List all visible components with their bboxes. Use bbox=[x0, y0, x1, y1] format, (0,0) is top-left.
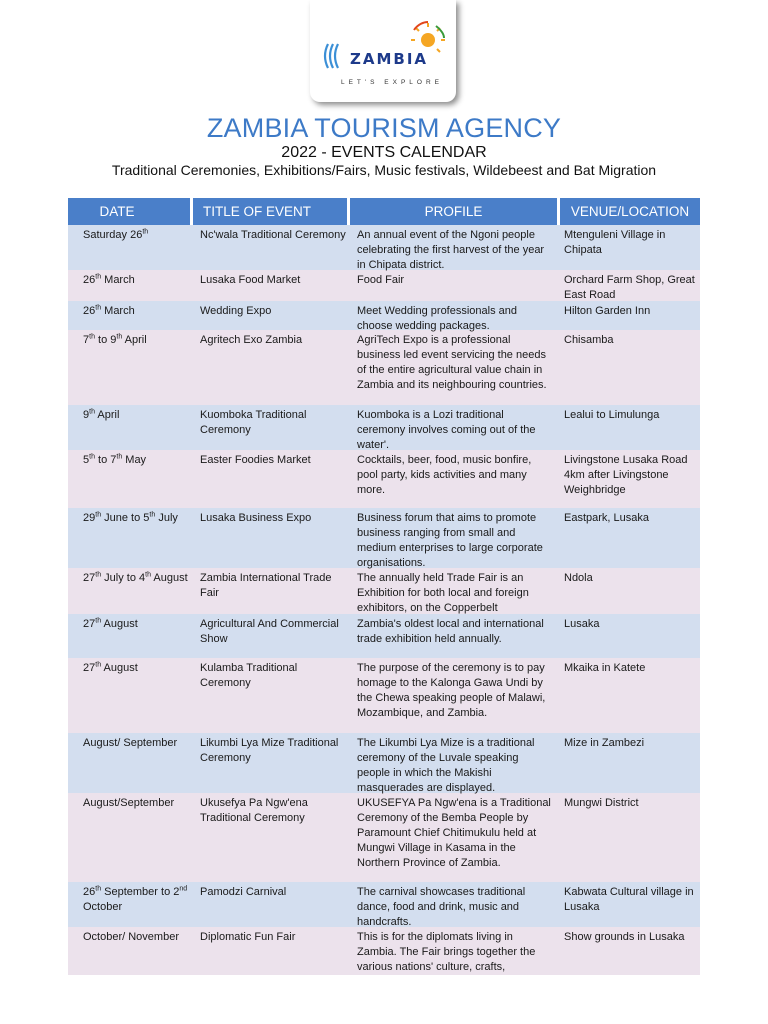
event-date-part: August bbox=[101, 618, 138, 630]
event-profile: The purpose of the ceremony is to pay homage to the Kalonga Gawa Undi by the Chewa speaking people of Malawi, Mozambique, and Zambia. bbox=[357, 662, 546, 719]
event-profile: Business forum that aims to promote business ranging from small and medium enterprises to large corporate organisations. bbox=[357, 512, 543, 569]
event-title: Ukusefya Pa Ngw'ena Traditional Ceremony bbox=[200, 797, 308, 824]
event-date-part: April bbox=[122, 334, 147, 346]
event-date-part: July bbox=[155, 512, 178, 524]
event-date-part: March bbox=[101, 305, 135, 317]
event-title: Pamodzi Carnival bbox=[200, 886, 287, 898]
event-date-part: th bbox=[142, 228, 149, 236]
sun-icon bbox=[411, 22, 445, 52]
table-row bbox=[68, 733, 700, 793]
event-date bbox=[68, 733, 190, 793]
logo-tagline: LET'S EXPLORE bbox=[340, 79, 443, 86]
table-body bbox=[68, 225, 700, 975]
event-venue: Kabwata Cultural village in Lusaka bbox=[564, 886, 694, 913]
event-profile: Zambia's oldest local and international trade exhibition held annually. bbox=[357, 618, 544, 645]
event-date-part: 27 bbox=[83, 618, 96, 630]
event-date-part: th bbox=[95, 304, 102, 312]
event-date-part: 26 bbox=[83, 305, 96, 317]
event-date-part: August bbox=[150, 572, 188, 584]
calendar-subtitle: 2022 - EVENTS CALENDAR bbox=[281, 144, 487, 161]
event-date-part: May bbox=[122, 454, 147, 466]
event-date-part: th bbox=[95, 273, 102, 281]
event-date-part: to 9 bbox=[94, 334, 117, 346]
table-row bbox=[68, 405, 700, 450]
event-date-part: 27 bbox=[83, 572, 96, 584]
event-venue: Mungwi District bbox=[564, 797, 639, 809]
event-date-part: th bbox=[89, 333, 95, 341]
event-date-part: to 7 bbox=[94, 454, 117, 466]
event-title: Kuomboka Traditional Ceremony bbox=[200, 409, 307, 436]
event-venue: Show grounds in Lusaka bbox=[564, 931, 685, 943]
event-date-part: th bbox=[95, 885, 102, 893]
event-profile: The Likumbi Lya Mize is a traditional ceremony of the Luvale speaking people in which the Makishi masquerades are displayed. bbox=[357, 737, 535, 794]
event-date bbox=[68, 658, 190, 733]
table-row bbox=[68, 927, 700, 975]
event-profile: UKUSEFYA Pa Ngw'ena is a Traditional Ceremony of the Bemba People by Paramount Chief Chitimukulu held at Mungwi Village in Kasama in the Northern Province of Zambia. bbox=[357, 797, 551, 869]
event-venue: Orchard Farm Shop, Great East Road bbox=[564, 274, 695, 301]
event-date-part: October/ November bbox=[83, 931, 179, 943]
event-date-part: August bbox=[101, 662, 138, 674]
event-profile: This is for the diplomats living in Zambia. The Fair brings together the various nations' culture, crafts, bbox=[357, 931, 536, 973]
event-date-part: th bbox=[89, 453, 95, 461]
calendar-description: Traditional Ceremonies, Exhibitions/Fairs, Music festivals, Wildebeest and Bat Migration bbox=[111, 162, 657, 178]
event-venue: Mtenguleni Village in Chipata bbox=[564, 229, 666, 256]
event-venue: Hilton Garden Inn bbox=[564, 305, 651, 317]
event-date bbox=[68, 330, 190, 405]
table-row bbox=[68, 568, 700, 614]
event-date-part: th bbox=[89, 408, 95, 416]
table-row bbox=[68, 508, 700, 568]
event-date-part: October bbox=[83, 901, 123, 913]
event-title: Likumbi Lya Mize Traditional Ceremony bbox=[200, 737, 339, 764]
event-title: Nc'wala Traditional Ceremony bbox=[200, 229, 346, 241]
event-date-part: July to 4 bbox=[101, 572, 146, 584]
event-date-part: August/September bbox=[83, 797, 175, 809]
event-profile: Cocktails, beer, food, music bonfire, pool party, kids activities and many more. bbox=[357, 454, 532, 496]
event-date bbox=[68, 882, 190, 927]
table-row bbox=[68, 882, 700, 927]
event-date-part: nd bbox=[179, 885, 188, 893]
event-date bbox=[68, 927, 190, 975]
column-header-profile: PROFILE bbox=[350, 198, 557, 225]
event-date-part: 29 bbox=[83, 512, 96, 524]
page-title: ZAMBIA TOURISM AGENCY bbox=[206, 113, 562, 143]
event-profile: Food Fair bbox=[357, 274, 405, 286]
event-venue: Lealui to Limulunga bbox=[564, 409, 660, 421]
event-date-part: 26 bbox=[83, 886, 96, 898]
event-title: Lusaka Food Market bbox=[200, 274, 301, 286]
event-venue: Livingstone Lusaka Road 4km after Livingstone Weighbridge bbox=[564, 454, 688, 496]
event-venue: Mize in Zambezi bbox=[564, 737, 645, 749]
event-date bbox=[68, 508, 190, 568]
event-date-part: 5 bbox=[83, 454, 90, 466]
table-row bbox=[68, 658, 700, 733]
event-date-part: June to 5 bbox=[101, 512, 150, 524]
table-row bbox=[68, 301, 700, 330]
event-profile: The annually held Trade Fair is an Exhibition for both local and foreign exhibitors, on the Copperbelt bbox=[357, 572, 529, 614]
table-row bbox=[68, 614, 700, 658]
event-date-part: th bbox=[95, 571, 102, 579]
event-date-part: th bbox=[95, 511, 102, 519]
column-header-venue: VENUE/LOCATION bbox=[560, 198, 700, 225]
event-profile: The carnival showcases traditional dance, food and drink, music and handcrafts. bbox=[357, 886, 526, 928]
event-venue: Mkaika in Katete bbox=[564, 662, 646, 674]
event-date bbox=[68, 793, 190, 882]
event-profile: AgriTech Expo is a professional business led event servicing the needs of the entire agricultural value chain in Zambia and its neighbouring countries. bbox=[357, 334, 547, 391]
event-date bbox=[68, 405, 190, 450]
event-title: Agricultural And Commercial Show bbox=[200, 618, 339, 645]
event-title: Zambia International Trade Fair bbox=[200, 572, 332, 599]
event-title: Kulamba Traditional Ceremony bbox=[200, 662, 298, 689]
event-date bbox=[68, 614, 190, 658]
logo-card bbox=[310, 0, 456, 102]
event-date-part: th bbox=[116, 333, 123, 341]
table-row bbox=[68, 330, 700, 405]
event-venue: Eastpark, Lusaka bbox=[564, 512, 649, 524]
table-row bbox=[68, 793, 700, 882]
event-date-part: March bbox=[101, 274, 135, 286]
event-venue: Lusaka bbox=[564, 618, 600, 630]
event-profile: Meet Wedding professionals and choose wedding packages. bbox=[357, 305, 518, 332]
event-date-part: th bbox=[95, 661, 102, 669]
event-date-part: September to 2 bbox=[101, 886, 180, 898]
table-row bbox=[68, 225, 700, 270]
event-date-part: August/ September bbox=[83, 737, 178, 749]
event-date-part: th bbox=[95, 617, 102, 625]
logo-wordmark: ZAMBIA bbox=[350, 50, 429, 68]
event-date-part: th bbox=[145, 571, 151, 579]
event-title: Easter Foodies Market bbox=[200, 454, 311, 466]
event-date-part: 26 bbox=[83, 274, 96, 286]
table-header bbox=[68, 198, 700, 225]
event-date-part: th bbox=[116, 453, 123, 461]
table-row bbox=[68, 450, 700, 508]
event-date bbox=[68, 301, 190, 330]
event-title: Agritech Exo Zambia bbox=[200, 334, 303, 346]
event-date bbox=[68, 568, 190, 614]
event-date-part: 9 bbox=[83, 409, 90, 421]
event-title: Wedding Expo bbox=[200, 305, 272, 317]
event-profile: Kuomboka is a Lozi traditional ceremony involves coming out of the water'. bbox=[357, 409, 536, 451]
event-date-part: 27 bbox=[83, 662, 96, 674]
waterfall-icon bbox=[325, 44, 338, 68]
event-profile: An annual event of the Ngoni people celebrating the first harvest of the year in Chipata district. bbox=[357, 229, 545, 271]
event-date-part: Saturday 26 bbox=[83, 229, 143, 241]
event-date-part: April bbox=[94, 409, 120, 421]
event-title: Diplomatic Fun Fair bbox=[200, 931, 296, 943]
event-date bbox=[68, 270, 190, 301]
column-header-date: DATE bbox=[68, 198, 190, 225]
event-date bbox=[68, 450, 190, 508]
event-date-part: th bbox=[149, 511, 156, 519]
event-venue: Ndola bbox=[564, 572, 593, 584]
event-date-part: 7 bbox=[83, 334, 90, 346]
column-header-title: TITLE OF EVENT bbox=[193, 198, 347, 225]
table-row bbox=[68, 270, 700, 301]
event-venue: Chisamba bbox=[564, 334, 614, 346]
events-table bbox=[68, 198, 700, 975]
event-title: Lusaka Business Expo bbox=[200, 512, 312, 524]
event-date bbox=[68, 225, 190, 270]
